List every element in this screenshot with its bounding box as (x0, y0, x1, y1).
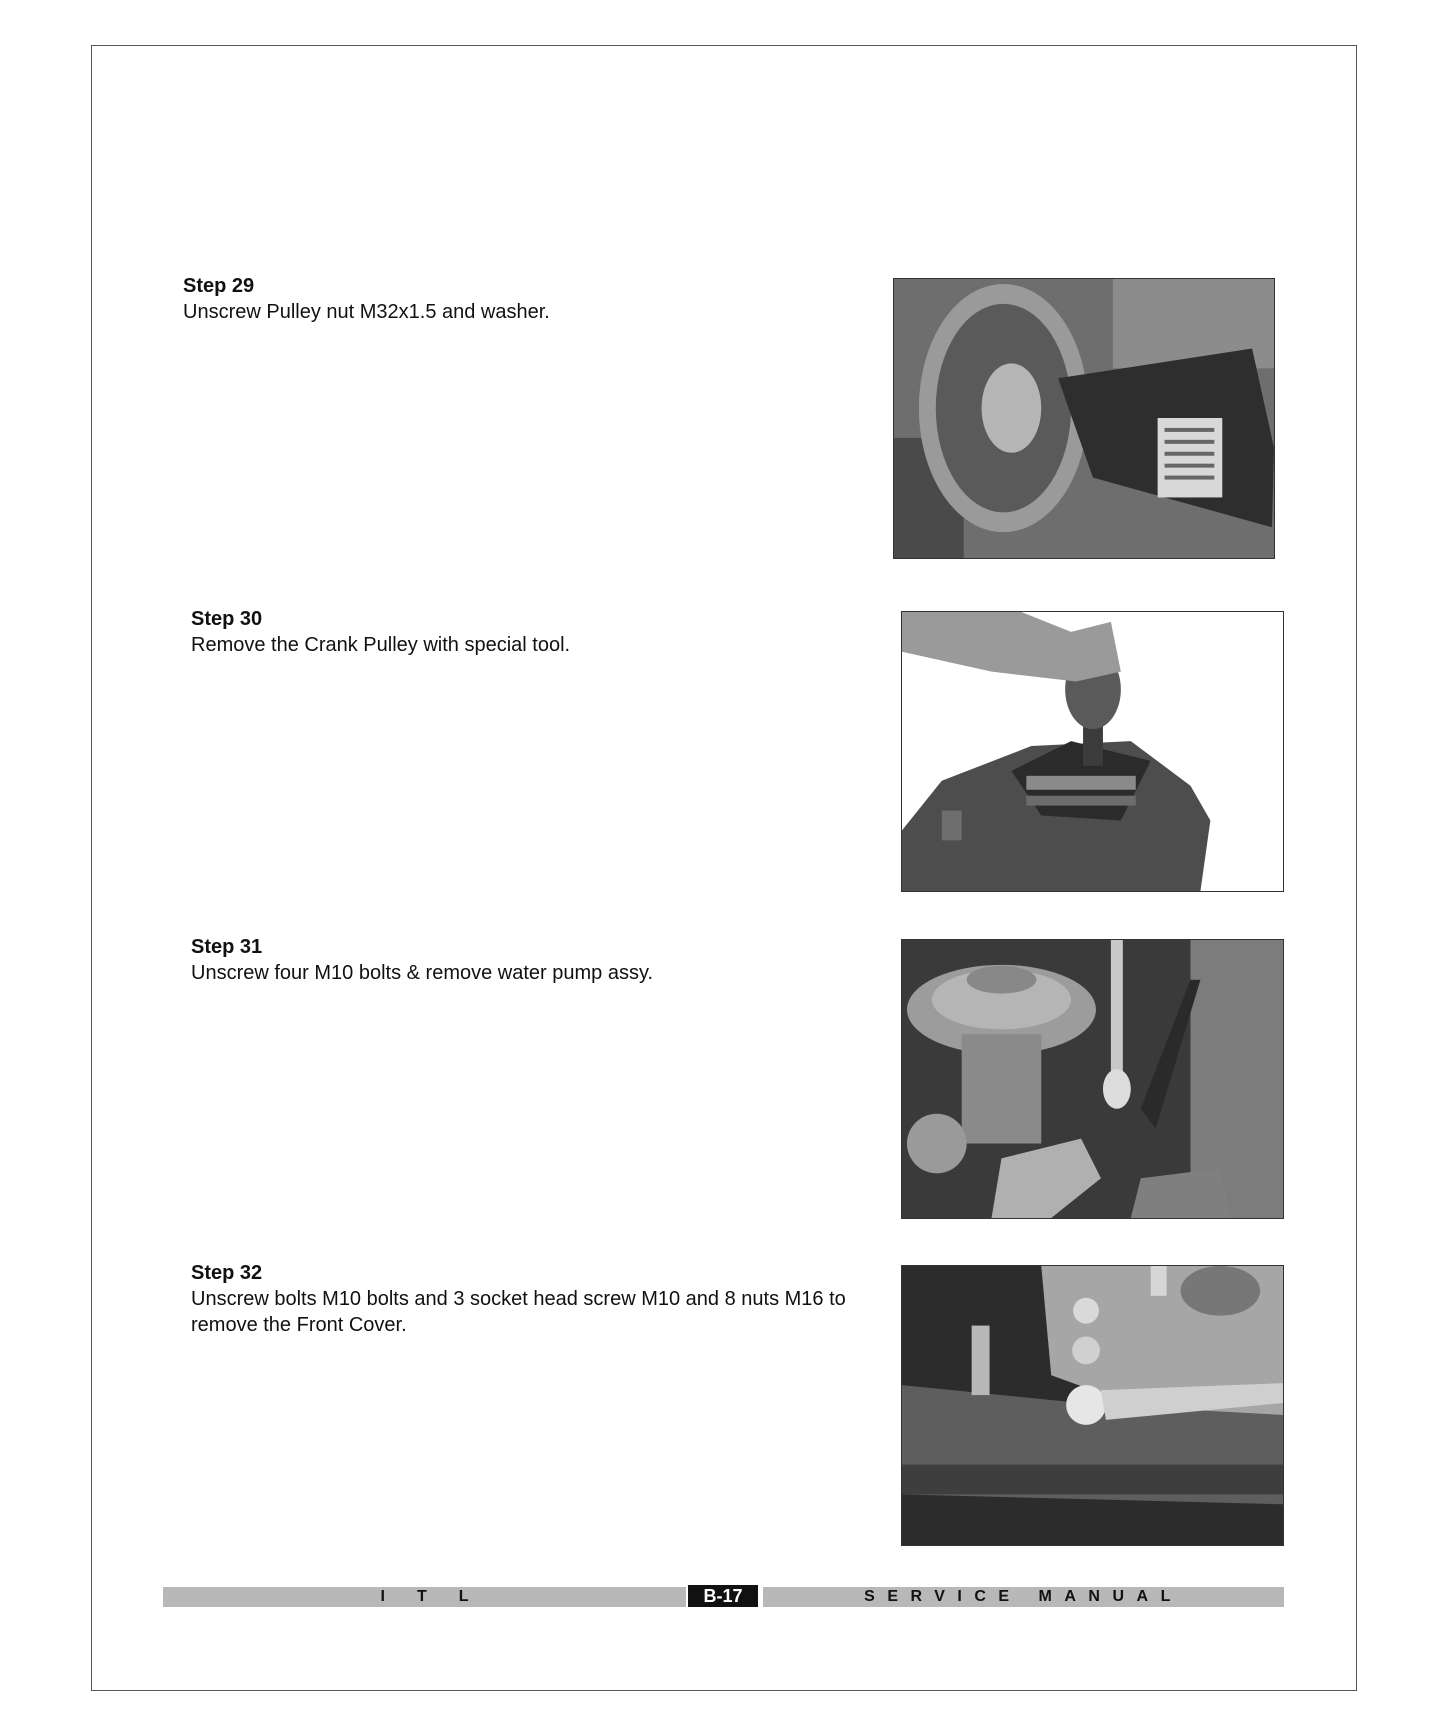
step-title: Step 31 (191, 936, 263, 958)
step-30 (191, 607, 851, 658)
footer-manual-bar (763, 1587, 1284, 1607)
step-description: Remove the Crank Pulley with special tool. (191, 634, 571, 656)
page-number: B-17 (688, 1585, 758, 1607)
step-29 (183, 274, 843, 325)
step-32 (191, 1261, 851, 1338)
footer-brand: ITL (380, 1588, 501, 1605)
step-description: Unscrew four M10 bolts & remove water pump assy. (191, 962, 654, 984)
step-title: Step 29 (183, 275, 255, 297)
step-description: Unscrew bolts M10 bolts and 3 socket head screw M10 and 8 nuts M16 to remove the Front Cover. (191, 1288, 846, 1336)
water-pump-removal-photo (901, 939, 1284, 1219)
footer-brand-bar (163, 1587, 686, 1607)
step-title: Step 32 (191, 1262, 263, 1284)
step-title: Step 30 (191, 608, 263, 630)
step-31 (191, 935, 851, 986)
impact-wrench-on-pulley-nut-photo (893, 278, 1275, 559)
front-cover-bolts-photo (901, 1265, 1284, 1546)
pulley-puller-tool-photo (901, 611, 1284, 892)
step-description: Unscrew Pulley nut M32x1.5 and washer. (183, 301, 550, 323)
footer-manual-title: SERVICE MANUAL (864, 1588, 1183, 1605)
